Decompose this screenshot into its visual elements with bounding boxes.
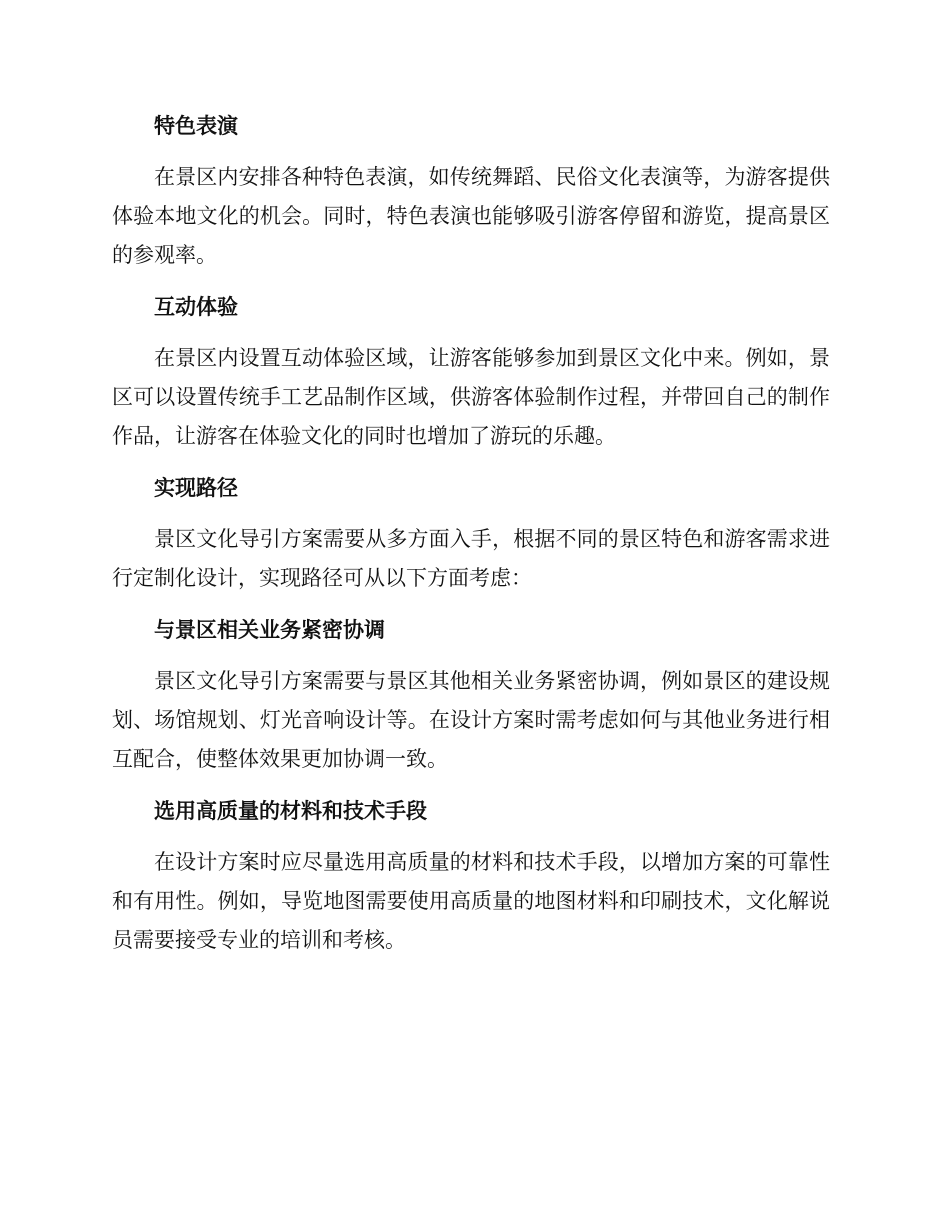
section-paragraph: 在设计方案时应尽量选用高质量的材料和技术手段，以增加方案的可靠性和有用性。例如，导览地图需要使用高质量的地图材料和印刷技术，文化解说员需要接受专业的培训和考核。	[112, 850, 830, 952]
section-quality-materials	[112, 791, 830, 960]
section-heading: 实现路径	[154, 476, 238, 500]
section-business-coordination	[112, 610, 830, 779]
section-paragraph: 在景区内设置互动体验区域，让游客能够参加到景区文化中来。例如，景区可以设置传统手工艺品制作区域，供游客体验制作过程，并带回自己的制作作品，让游客在体验文化的同时也增加了游玩的乐趣。	[112, 346, 830, 448]
section-heading: 特色表演	[154, 114, 238, 138]
section-paragraph: 景区文化导引方案需要从多方面入手，根据不同的景区特色和游客需求进行定制化设计，实现路径可从以下方面考虑：	[112, 527, 830, 590]
section-interactive-experience	[112, 287, 830, 456]
document-body	[112, 106, 830, 972]
section-heading: 与景区相关业务紧密协调	[154, 618, 385, 642]
section-heading: 互动体验	[154, 295, 238, 319]
section-implementation-path	[112, 468, 830, 598]
section-performances	[112, 106, 830, 275]
section-paragraph: 在景区内安排各种特色表演，如传统舞蹈、民俗文化表演等，为游客提供体验本地文化的机会。同时，特色表演也能够吸引游客停留和游览，提高景区的参观率。	[112, 165, 830, 267]
section-heading: 选用高质量的材料和技术手段	[154, 799, 427, 823]
section-paragraph: 景区文化导引方案需要与景区其他相关业务紧密协调，例如景区的建设规划、场馆规划、灯光音响设计等。在设计方案时需考虑如何与其他业务进行相互配合，使整体效果更加协调一致。	[112, 669, 830, 771]
